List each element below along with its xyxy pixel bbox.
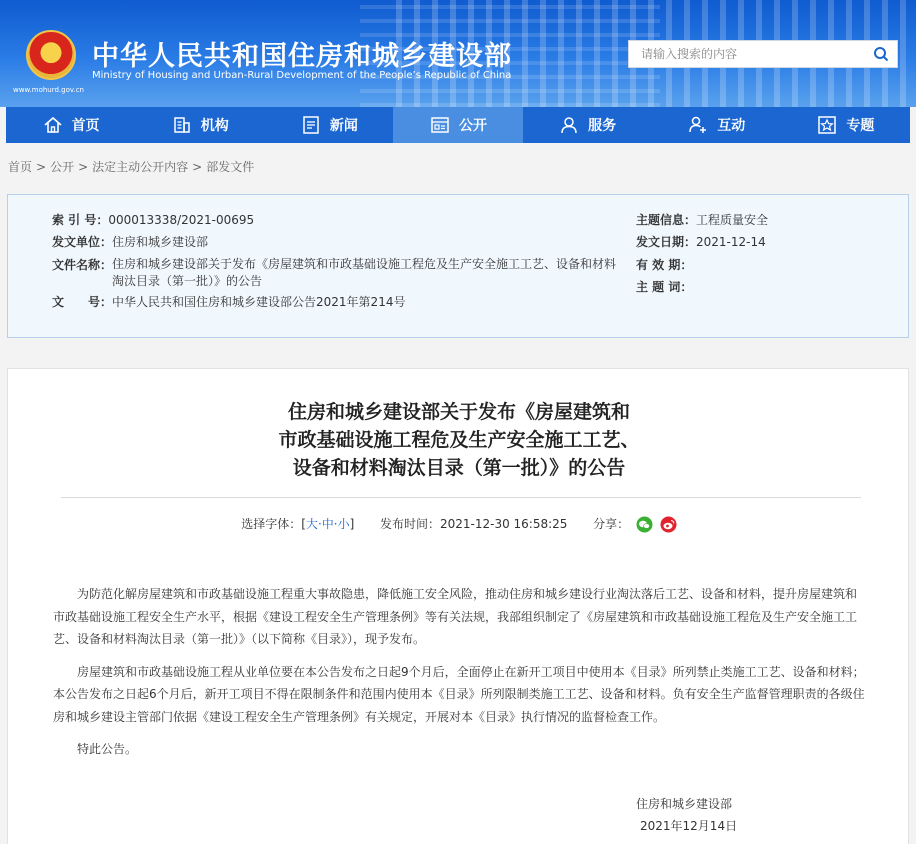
nav-label: 公开 [458,118,487,134]
breadcrumb-statutory[interactable]: 法定主动公开内容 [92,160,189,174]
article-title-line: 设备和材料淘汰目录（第一批）》的公告 [292,457,626,479]
share-label: 分享： [593,517,630,531]
info-index-value: 000013338/2021-00695 [108,213,255,227]
article-meta [8,515,910,533]
article-paragraph: 房屋建筑和市政基础设施工程从业单位要在本公告发布之日起9个月后，全面停止在新开工项目中使用本《目录》所列禁止类施工工艺、设备和材料；本公告发布之日起6个月后，新开工项目不得在限制条件和范围内使用本《目录》所列限制类施工工艺、设备和材料。负有安全生产监督管理职责的各级住房和城乡建设主管部门依据《建设工程安全生产管理条例》有关规定，开展对本《目录》执行情况的监督检查工作。 [53,664,865,724]
disclosure-icon [429,114,451,136]
article-title [8,398,910,482]
article-title-line: 住房和城乡建设部关于发布《房屋建筑和 [287,401,630,423]
site-header [0,0,916,107]
article-title-line: 市政基础设施工程危及生产安全施工工艺、 [278,429,640,451]
building-icon [171,114,193,136]
info-topic-label: 主题信息： [636,213,697,227]
document-info-box [7,194,909,338]
info-index-label: 索 引 号： [52,213,109,227]
nav-item-home[interactable] [6,107,135,143]
article-paragraph: 为防范化解房屋建筑和市政基础设施工程重大事故隐患，降低施工安全风险，推动住房和城乡建设行业淘汰落后工艺、设备和材料，提升房屋建筑和市政基础设施工程安全生产水平，根据《建设工程安全生产管理条例》等有关法规，我部组织制定了《房屋建筑和市政基础设施工程危及生产安全施工工艺、设备和材料淘汰目录（第一批）》（以下简称《目录》），现予发布。 [53,587,858,646]
info-issuer-value: 住房和城乡建设部 [112,235,209,249]
info-docno-row [52,293,405,310]
site-subtitle: Ministry of Housing and Urban-Rural Development of the People’s Republic of China [92,70,512,81]
info-docno-value: 中华人民共和国住房和城乡建设部公告2021年第214号 [112,295,406,309]
info-docno-label: 文 号： [52,295,113,309]
main-nav [6,107,910,143]
info-issuer-label: 发文单位： [52,235,113,249]
weibo-share-icon[interactable] [660,516,677,533]
nav-item-institution[interactable] [135,107,264,143]
info-index-row [52,211,254,228]
info-validity-row [636,256,692,273]
nav-label: 服务 [588,118,617,134]
nav-label: 首页 [71,118,100,134]
nav-item-topic[interactable] [781,107,910,143]
article-body [53,583,865,771]
signature-issuer: 住房和城乡建设部 [636,797,733,811]
nav-label: 机构 [200,118,229,134]
info-keywords-row [636,278,692,295]
font-medium-link[interactable]: 中 [321,517,334,531]
signature-date: 2021年12月14日 [640,819,738,833]
breadcrumb-ministry-docs[interactable]: 部发文件 [206,160,255,174]
article-paragraph: 特此公告。 [77,742,138,756]
font-sep: · [317,517,322,531]
info-docname-value: 住房和城乡建设部关于发布《房屋建筑和市政基础设施工程危及生产安全施工工艺、设备和材料淘汰目录（第一批）》的公告 [112,257,617,288]
search-box [628,40,898,68]
nav-label: 互动 [717,118,746,134]
font-size-label: 选择字体：[ [241,517,306,531]
article-panel [7,368,909,844]
wechat-share-icon[interactable] [636,516,653,533]
font-small-link[interactable]: 小 [337,517,350,531]
search-input[interactable] [629,41,865,67]
breadcrumb-disclosure[interactable]: 公开 [50,160,75,174]
nav-item-service[interactable] [523,107,652,143]
info-date-label: 发文日期： [636,235,697,249]
nav-item-interaction[interactable] [652,107,781,143]
breadcrumb: 首页 > 公开 > 法定主动公开内容 > 部发文件 [8,160,255,174]
publish-label: 发布时间： [379,517,440,531]
info-date-row [636,233,766,250]
interaction-icon [687,114,709,136]
nav-item-disclosure[interactable] [393,107,522,143]
search-icon[interactable] [873,46,889,62]
site-title[interactable]: 中华人民共和国住房和城乡建设部 [92,41,512,72]
nav-item-news[interactable] [264,107,393,143]
info-docname-label: 文件名称： [52,258,113,272]
font-sep: · [333,517,338,531]
service-icon [558,114,580,136]
info-validity-label: 有 效 期： [636,258,693,272]
info-topic-value: 工程质量安全 [696,213,769,227]
publish-time: 2021-12-30 16:58:25 [439,517,568,531]
nav-label: 新闻 [329,118,358,134]
info-topic-row [636,211,768,228]
news-icon [300,114,322,136]
topic-icon [816,114,838,136]
national-emblem-icon[interactable] [26,30,76,80]
info-issuer-row [52,233,208,250]
font-large-link[interactable]: 大 [305,517,318,531]
info-date-value: 2021-12-14 [696,235,766,249]
font-size-end: ] [349,517,355,531]
breadcrumb-home[interactable]: 首页 [8,160,33,174]
info-docname-row [52,256,622,290]
nav-label: 专题 [846,118,875,134]
info-keywords-label: 主 题 词： [636,280,693,294]
site-url: www.mohurd.gov.cn [13,86,84,94]
title-divider [61,497,861,498]
home-icon [42,114,64,136]
